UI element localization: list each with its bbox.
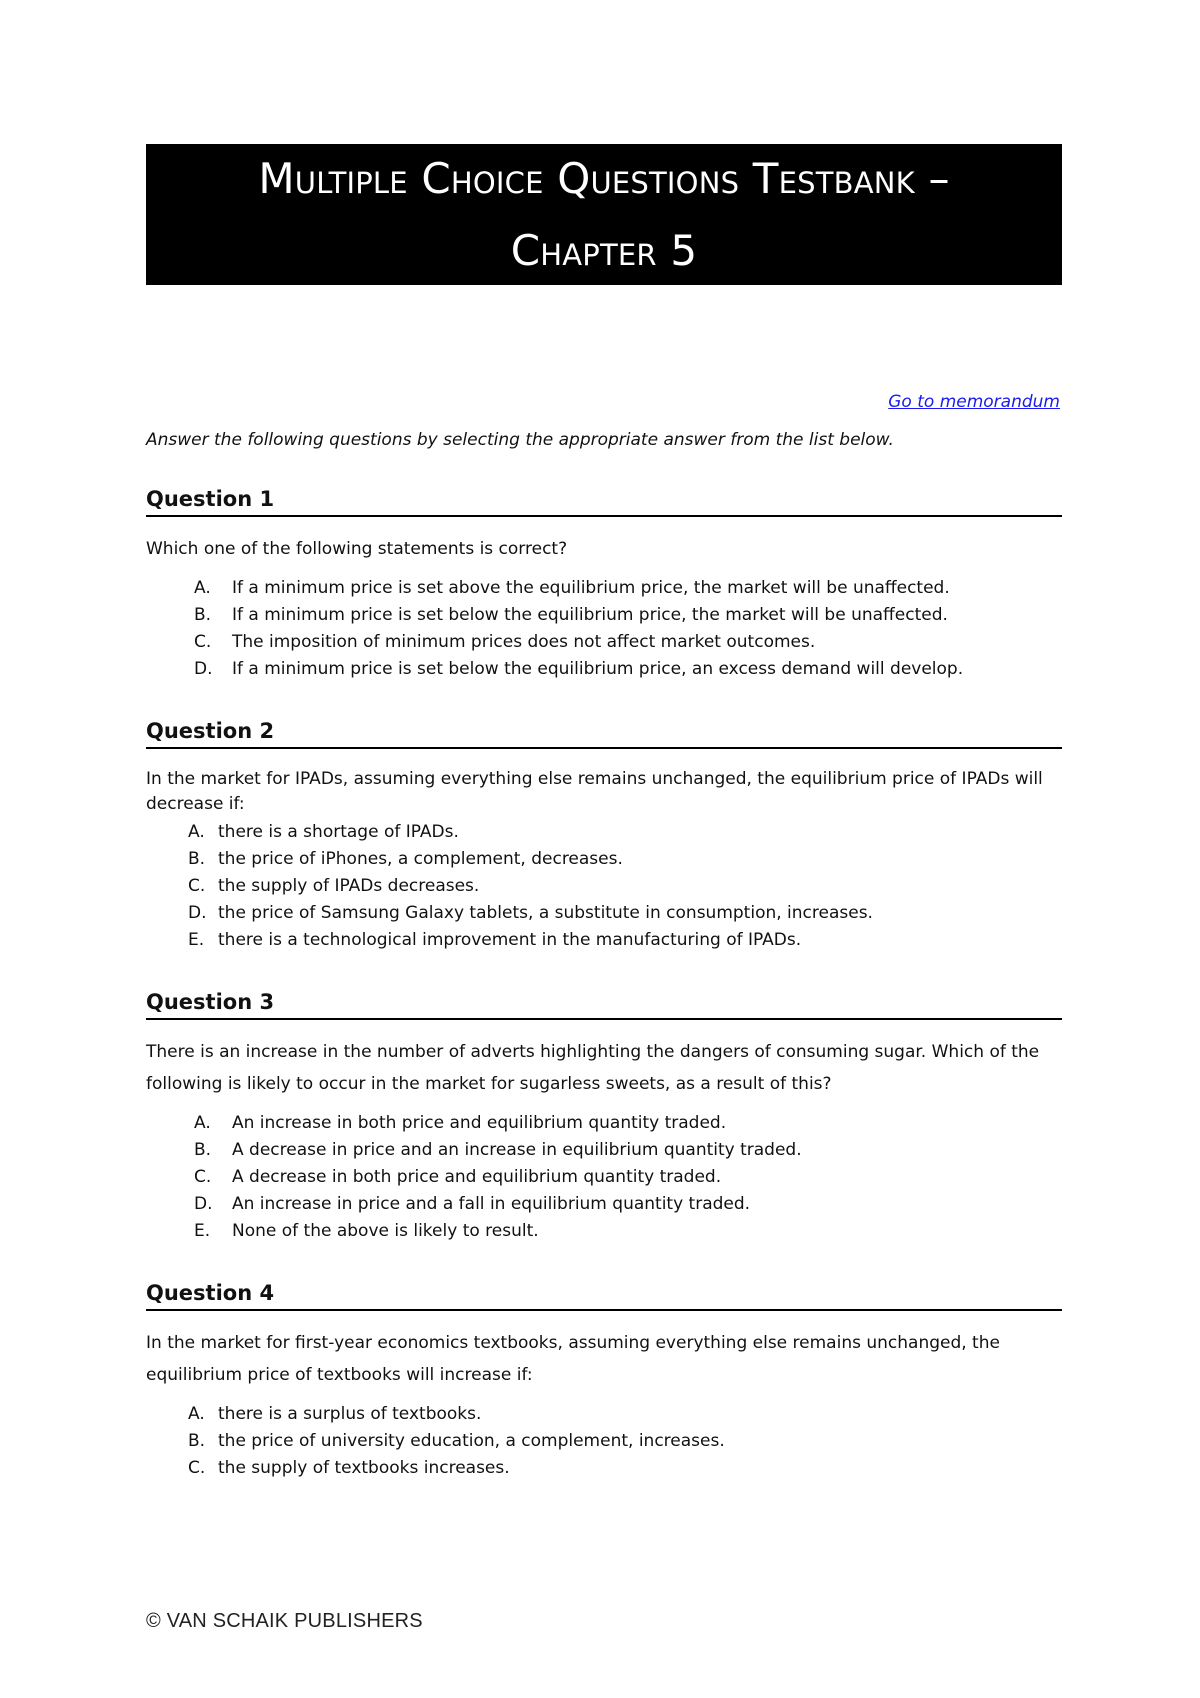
copyright-footer: © VAN SCHAIK PUBLISHERS [146, 1610, 423, 1632]
option-letter: E. [194, 1221, 211, 1241]
question-stem: In the market for first-year economics textbooks, assuming everything else remains unchanged, the equilibrium price of textbooks will increase if: [146, 1333, 1000, 1385]
option-text: The imposition of minimum prices does not affect market outcomes. [232, 632, 816, 652]
option-letter: C. [188, 1458, 206, 1478]
answer-options [146, 819, 1062, 954]
answer-option[interactable] [146, 900, 1062, 927]
option-text: A decrease in both price and equilibrium quantity traded. [232, 1167, 722, 1187]
question-2 [146, 717, 1062, 954]
memorandum-link[interactable]: Go to memorandum [888, 392, 1060, 412]
answer-option[interactable] [146, 1218, 1062, 1245]
option-text: If a minimum price is set below the equilibrium price, the market will be unaffected. [232, 605, 948, 625]
option-letter: D. [188, 903, 207, 923]
option-text: the price of university education, a complement, increases. [218, 1431, 725, 1451]
question-4 [146, 1279, 1062, 1482]
option-text: there is a technological improvement in the manufacturing of IPADs. [218, 930, 802, 950]
option-letter: C. [194, 1167, 212, 1187]
question-heading: Question 1 [146, 485, 1062, 517]
option-text: If a minimum price is set above the equilibrium price, the market will be unaffected. [232, 578, 950, 598]
option-text: the price of Samsung Galaxy tablets, a substitute in consumption, increases. [218, 903, 873, 923]
answer-option[interactable] [146, 629, 1062, 656]
option-letter: B. [194, 1140, 212, 1160]
option-letter: C. [194, 632, 212, 652]
instructions-text: Answer the following questions by selecting the appropriate answer from the list below. [146, 430, 894, 450]
answer-option[interactable] [146, 1110, 1062, 1137]
question-stem: There is an increase in the number of adverts highlighting the dangers of consuming sugar. Which of the following is likely to occur in the market for sugarless sweets, as a result of this? [146, 1042, 1040, 1094]
answer-option[interactable] [146, 1164, 1062, 1191]
option-letter: C. [188, 876, 206, 896]
question-heading: Question 4 [146, 1279, 1062, 1311]
option-text: An increase in price and a fall in equilibrium quantity traded. [232, 1194, 751, 1214]
answer-option[interactable] [146, 1401, 1062, 1428]
answer-option[interactable] [146, 846, 1062, 873]
option-text: the supply of IPADs decreases. [218, 876, 480, 896]
answer-options [146, 1401, 1062, 1482]
option-text: the supply of textbooks increases. [218, 1458, 510, 1478]
answer-option[interactable] [146, 602, 1062, 629]
answer-option[interactable] [146, 819, 1062, 846]
option-text: An increase in both price and equilibrium quantity traded. [232, 1113, 727, 1133]
page-title-line-2: Chapter 5 [510, 225, 698, 275]
option-text: A decrease in price and an increase in equilibrium quantity traded. [232, 1140, 802, 1160]
question-stem: Which one of the following statements is correct? [146, 539, 568, 559]
option-letter: A. [194, 1113, 211, 1133]
option-text: If a minimum price is set below the equilibrium price, an excess demand will develop. [232, 659, 964, 679]
option-letter: B. [188, 849, 206, 869]
title-banner [146, 144, 1062, 285]
option-letter: D. [194, 1194, 213, 1214]
question-heading: Question 3 [146, 988, 1062, 1020]
option-letter: A. [188, 822, 205, 842]
option-text: there is a shortage of IPADs. [218, 822, 459, 842]
answer-option[interactable] [146, 873, 1062, 900]
option-letter: E. [188, 930, 205, 950]
answer-option[interactable] [146, 1455, 1062, 1482]
question-stem: In the market for IPADs, assuming everything else remains unchanged, the equilibrium price of IPADs will decrease if: [146, 769, 1043, 814]
question-3 [146, 988, 1062, 1245]
option-text: None of the above is likely to result. [232, 1221, 539, 1241]
option-text: the price of iPhones, a complement, decreases. [218, 849, 623, 869]
answer-option[interactable] [146, 927, 1062, 954]
document-page [146, 144, 1062, 1482]
answer-options [146, 575, 1062, 683]
answer-option[interactable] [146, 1137, 1062, 1164]
option-letter: A. [194, 578, 211, 598]
option-letter: B. [194, 605, 212, 625]
option-letter: D. [194, 659, 213, 679]
option-letter: A. [188, 1404, 205, 1424]
page-title-line-1: Multiple Choice Questions Testbank – [258, 153, 950, 203]
option-text: there is a surplus of textbooks. [218, 1404, 482, 1424]
option-letter: B. [188, 1431, 206, 1451]
answer-option[interactable] [146, 1428, 1062, 1455]
answer-options [146, 1110, 1062, 1245]
question-1 [146, 485, 1062, 683]
answer-option[interactable] [146, 656, 1062, 683]
answer-option[interactable] [146, 1191, 1062, 1218]
answer-option[interactable] [146, 575, 1062, 602]
question-heading: Question 2 [146, 717, 1062, 749]
